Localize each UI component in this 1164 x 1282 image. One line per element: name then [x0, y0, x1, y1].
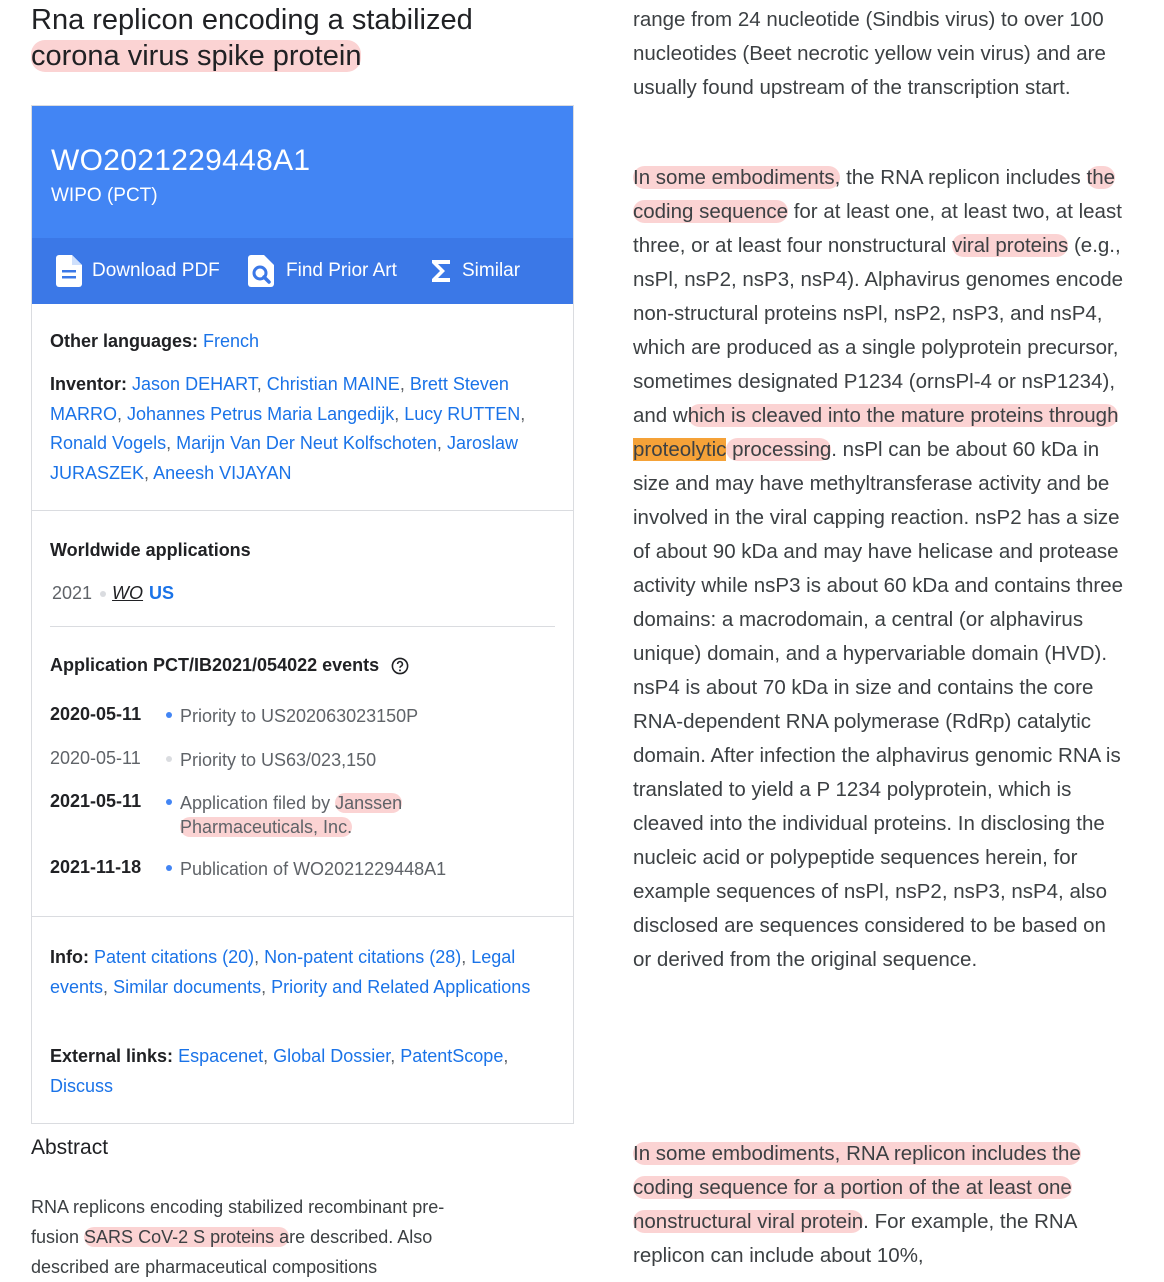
text-highlight: the coding sequence	[633, 166, 1115, 223]
info-links: Info: Patent citations (20), Non-patent citations (28), Legal events, Similar documents, Priority and Related Applications	[50, 943, 540, 1002]
worldwide-applications-title: Worldwide applications	[50, 540, 251, 561]
divider	[32, 510, 573, 511]
card-header	[32, 106, 573, 238]
publication-number: WO2021229448A1	[51, 144, 310, 178]
worldwide-year: 2021	[52, 583, 92, 604]
inventor-link[interactable]: Brett Steven MARRO	[50, 374, 509, 424]
text-highlight: processing	[726, 438, 831, 461]
event-date: 2021-11-18	[50, 857, 160, 878]
bullet-dot	[100, 591, 106, 597]
help-icon[interactable]	[391, 657, 409, 675]
text-highlight: In some embodiments, RNA replicon includes the coding sequence for a portion of the at least one nonstructural viral protein	[633, 1142, 1081, 1233]
event-dot	[166, 799, 172, 805]
divider	[32, 916, 573, 917]
event-date: 2020-05-11	[50, 704, 160, 725]
inventor-link[interactable]: Aneesh VIJAYAN	[153, 463, 291, 483]
similar-documents-link[interactable]: Similar documents	[113, 977, 261, 997]
text-highlight: viral proteins	[952, 234, 1068, 257]
discuss-link[interactable]: Discuss	[50, 1076, 113, 1096]
event-text: Priority to US63/023,150	[180, 748, 480, 772]
action-bar	[32, 238, 573, 304]
assignee-highlight: Janssen	[335, 793, 402, 813]
non-patent-citations-link[interactable]: Non-patent citations (28)	[264, 947, 461, 967]
language-link-french[interactable]: French	[203, 331, 259, 351]
similar-button[interactable]: Similar	[430, 238, 520, 304]
event-date: 2020-05-11	[50, 748, 160, 769]
worldwide-applications-row	[52, 583, 174, 604]
inventor-link[interactable]: Jaroslaw JURASZEK	[50, 433, 518, 483]
description-paragraph: In some embodiments, the RNA replicon includes the coding sequence for at least one, at least two, at least three, or at least four nonstructural viral proteins (e.g., nsPl, nsP2, nsP3, nsP4). Alphavirus genomes encode non-structural proteins nsPl, nsP2, nsP3, and nsP4, which are produced as a single polyprotein precursor, sometimes designated P1234 (ornsPl-4 or nsP1234), and which is cleaved into the mature proteins through proteolytic processing. nsPl can be about 60 kDa in size and may have methyltransferase activity and be involved in the viral capping reaction. nsP2 has a size of about 90 kDa and may have helicase and protease activity while nsP3 is about 60 kDa and contains three domains: a macrodomain, a central (or alphavirus unique) domain, and a hypervariable domain (HVD). nsP4 is about 70 kDa in size and contains the core RNA-dependent RNA polymerase (RdRp) catalytic domain. After infection the alphavirus genomic RNA is translated to yield a P 1234 polyprotein, which is cleaved into the individual proteins. In disclosing the nucleic acid or polypeptide sequences herein, for example sequences of nsPl, nsP2, nsP3, nsP4, also disclosed are sequences considered to be based on or derived from the original sequence.	[633, 161, 1128, 977]
inventor-link[interactable]: Christian MAINE	[267, 374, 400, 394]
event-text: Priority to US202063023150P	[180, 704, 480, 728]
text-highlight: In some embodiments,	[633, 166, 840, 189]
event-dot	[166, 756, 172, 762]
divider	[50, 626, 555, 627]
text-highlight: hich is cleaved into the mature proteins through	[688, 404, 1119, 427]
espacenet-link[interactable]: Espacenet	[178, 1046, 263, 1066]
inventor-link[interactable]: Marijn Van Der Neut Kolfschoten	[176, 433, 437, 453]
global-dossier-link[interactable]: Global Dossier	[273, 1046, 390, 1066]
sigma-icon	[430, 258, 452, 284]
description-paragraph: In some embodiments, RNA replicon includes the coding sequence for a portion of the at least one nonstructural viral protein. For example, the RNA replicon can include about 10%,	[633, 1137, 1128, 1273]
event-dot	[166, 865, 172, 871]
event-date: 2021-05-11	[50, 791, 160, 812]
event-text: Publication of WO2021229448A1	[180, 857, 480, 881]
worldwide-wo-link[interactable]: WO	[112, 583, 143, 604]
page-title: Rna replicon encoding a stabilized corona virus spike protein	[31, 2, 591, 74]
patent-office: WIPO (PCT)	[51, 185, 158, 207]
patent-summary-card	[31, 105, 574, 1124]
external-links: External links: Espacenet, Global Dossier, PatentScope, Discuss	[50, 1042, 540, 1101]
description-paragraph: range from 24 nucleotide (Sindbis virus) to over 100 nucleotides (Beet necrotic yellow vein virus) and are usually found upstream of the transcription start.	[633, 3, 1128, 105]
pdf-file-icon	[56, 255, 82, 287]
search-match-highlight: proteolytic	[633, 438, 726, 461]
abstract-text: RNA replicons encoding stabilized recombinant pre-fusion SARS CoV-2 S proteins are described. Also described are pharmaceutical compositions	[31, 1192, 481, 1282]
patentscope-link[interactable]: PatentScope	[400, 1046, 503, 1066]
search-document-icon	[248, 255, 276, 287]
inventor-link[interactable]: Johannes Petrus Maria Langedijk	[127, 404, 394, 424]
event-dot	[166, 712, 172, 718]
event-text: Application filed by Janssen Pharmaceuticals, Inc.	[180, 791, 480, 839]
patent-citations-link[interactable]: Patent citations (20)	[94, 947, 254, 967]
find-prior-art-button[interactable]: Find Prior Art	[248, 238, 397, 304]
title-highlight: corona virus spike protein	[31, 40, 361, 72]
inventors: Inventor: Jason DEHART, Christian MAINE, Brett Steven MARRO, Johannes Petrus Maria Langedijk, Lucy RUTTEN, Ronald Vogels, Marijn Van Der Neut Kolfschoten, Jaroslaw JURASZEK, Aneesh VIJAYAN	[50, 370, 555, 488]
inventor-link[interactable]: Jason DEHART	[132, 374, 257, 394]
events-title: Application PCT/IB2021/054022 events	[50, 655, 409, 676]
legal-events-link[interactable]: Legal events	[50, 947, 515, 997]
worldwide-us-link[interactable]: US	[149, 583, 174, 604]
inventor-link[interactable]: Lucy RUTTEN	[404, 404, 520, 424]
priority-applications-link[interactable]: Priority and Related Applications	[271, 977, 530, 997]
inventor-link[interactable]: Ronald Vogels	[50, 433, 166, 453]
download-pdf-button[interactable]: Download PDF	[56, 238, 220, 304]
assignee-highlight: Pharmaceuticals, Inc.	[180, 817, 352, 837]
abstract-heading: Abstract	[31, 1136, 108, 1160]
abstract-highlight: SARS CoV-2 S proteins a	[84, 1227, 289, 1247]
other-languages: Other languages: French	[50, 331, 259, 352]
